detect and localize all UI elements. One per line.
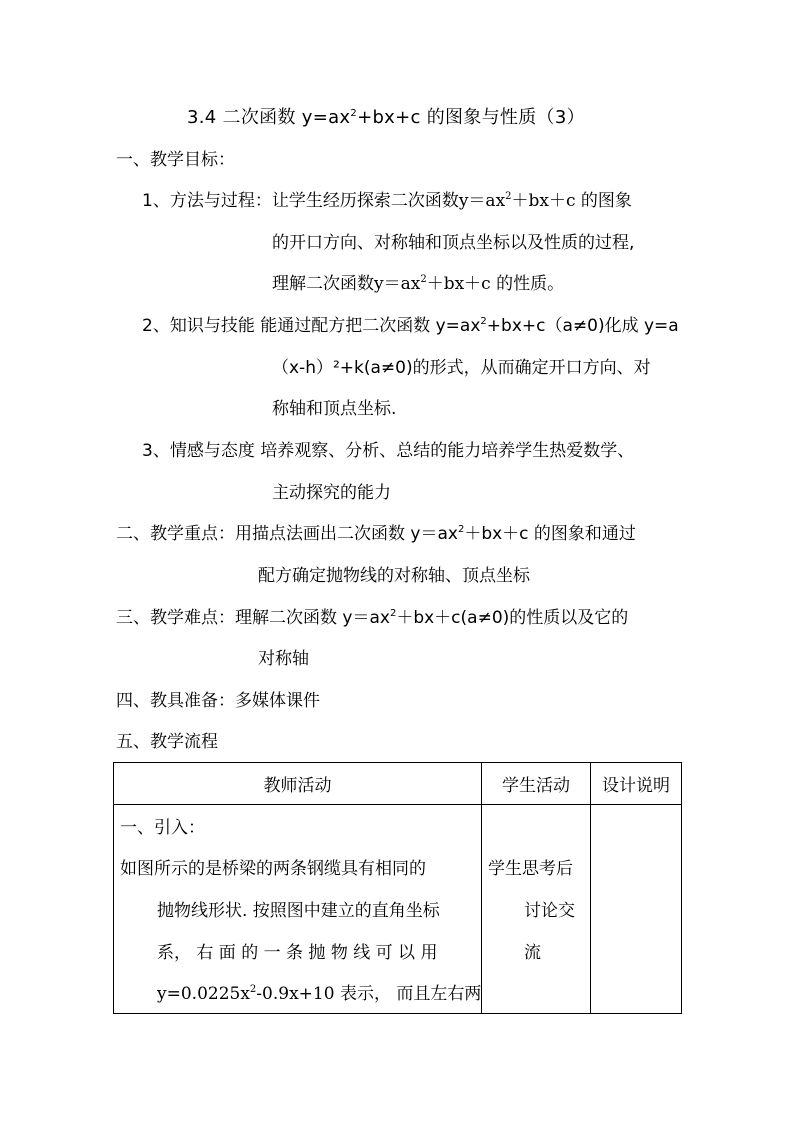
teacher-line-4: 系， 右 面 的 一 条 抛 物 线 可 以 用 [157, 943, 438, 963]
goal-1-line-2: 的开口方向、对称轴和顶点坐标以及性质的过程, [272, 233, 635, 253]
table-row [114, 805, 682, 1014]
section-teaching-flow-heading: 五、教学流程 [116, 732, 218, 752]
teaching-flow-table [113, 762, 682, 1014]
table-header-row [114, 763, 682, 805]
header-teacher-activity: 教师活动 [114, 763, 482, 805]
section-key-points-line-2: 配方确定抛物线的对称轴、顶点坐标 [258, 566, 530, 586]
teacher-line-2: 如图所示的是桥梁的两条钢缆具有相同的 [120, 859, 426, 879]
header-design-notes: 设计说明 [591, 763, 682, 805]
goal-3-line-1: 3、情感与态度 培养观察、分析、总结的能力培养学生热爱数学、 [142, 441, 635, 461]
section-difficulties-line-2: 对称轴 [258, 649, 309, 669]
teacher-line-3: 抛物线形状. 按照图中建立的直角坐标 [157, 901, 440, 921]
student-line-1: 学生思考后 [488, 859, 573, 879]
header-student-activity: 学生活动 [482, 763, 591, 805]
section-key-points-line-1: 二、教学重点：用描点法画出二次函数 $y=ax^2+bx+c$ 的图象和通过 [116, 524, 636, 544]
section-teaching-goals-heading: 一、教学目标： [116, 150, 235, 170]
document-title: 3.4 二次函数 $y=ax^2+bx+c$ 的图象与性质（3） [187, 107, 585, 128]
section-teaching-aids: 四、教具准备：多媒体课件 [116, 691, 320, 711]
section-difficulties-line-1: 三、教学难点：理解二次函数 $y=ax^2+bx+c(a\ne 0)$的性质以及它的 [116, 608, 629, 628]
student-activity-cell [482, 805, 591, 1014]
goal-1-line-3: 理解二次函数$y=ax^2+bx+c$ 的性质。 [272, 274, 565, 294]
design-notes-cell [591, 805, 682, 1014]
teacher-activity-cell [114, 805, 482, 1014]
goal-2-line-2: （x-h）²+k(a≠0)的形式，从而确定开口方向、对 [272, 358, 651, 378]
goal-3-line-2: 主动探究的能力 [272, 483, 391, 503]
goal-2-line-3: 称轴和顶点坐标. [272, 399, 397, 419]
teacher-line-5: $y=0.0225x^2-0.9x+10$ 表示， 而且左右两 [157, 984, 482, 1004]
goal-1-line-1: 1、方法与过程：让学生经历探索二次函数$y=ax^2+bx+c$ 的图象 [142, 191, 632, 211]
goal-2-line-1: 2、知识与技能 能通过配方把二次函数 $y=ax^2+bx+c(a\ne 0)$化成 y=a [142, 316, 679, 336]
student-line-2: 讨论交 [524, 901, 575, 921]
teacher-line-1: 一、引入： [120, 818, 205, 838]
student-line-3: 流 [524, 943, 541, 963]
